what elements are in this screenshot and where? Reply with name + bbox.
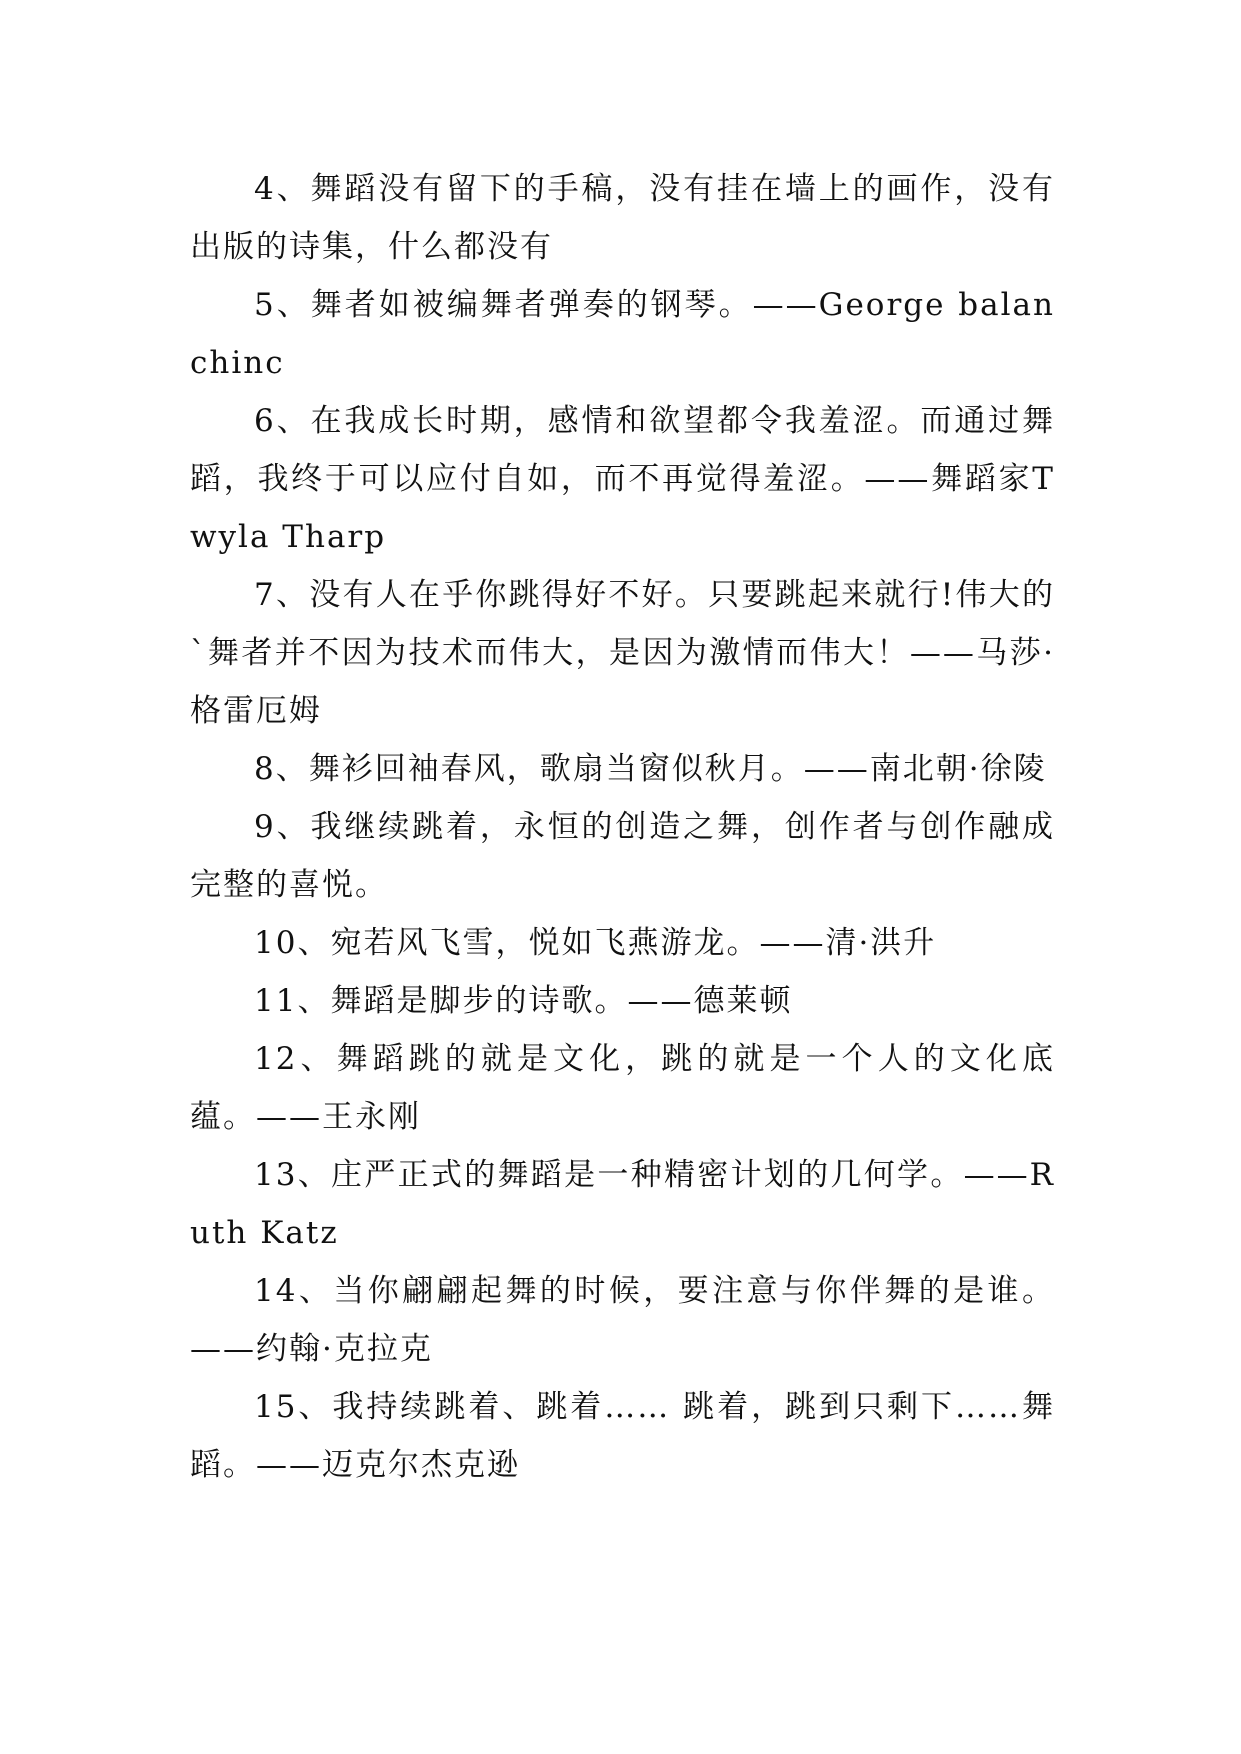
quote-paragraph-4: 4、舞蹈没有留下的手稿，没有挂在墙上的画作，没有出版的诗集，什么都没有 bbox=[190, 171, 1055, 265]
quote-paragraph-14: 14、当你翩翩起舞的时候，要注意与你伴舞的是谁。——约翰·克拉克 bbox=[190, 1273, 1055, 1367]
quote-paragraph-5: 5、舞者如被编舞者弹奏的钢琴。——George balanchinc bbox=[190, 287, 1055, 381]
quote-paragraph-15: 15、我持续跳着、跳着…… 跳着，跳到只剩下……舞蹈。——迈克尔杰克逊 bbox=[190, 1389, 1055, 1483]
document-body bbox=[190, 160, 1055, 1494]
quote-paragraph-11: 11、舞蹈是脚步的诗歌。——德莱顿 bbox=[254, 983, 793, 1019]
quote-paragraph-13: 13、庄严正式的舞蹈是一种精密计划的几何学。——Ruth Katz bbox=[190, 1157, 1055, 1251]
quote-paragraph-10: 10、宛若风飞雪，悦如飞燕游龙。——清·洪升 bbox=[254, 925, 937, 961]
quote-paragraph-9: 9、我继续跳着，永恒的创造之舞，创作者与创作融成完整的喜悦。 bbox=[190, 809, 1055, 903]
quote-paragraph-12: 12、舞蹈跳的就是文化，跳的就是一个人的文化底蕴。——王永刚 bbox=[190, 1041, 1055, 1135]
quote-paragraph-7: 7、没有人在乎你跳得好不好。只要跳起来就行!伟大的`舞者并不因为技术而伟大，是因为激情而伟大！——马莎·格雷厄姆 bbox=[190, 577, 1055, 729]
quote-paragraph-6: 6、在我成长时期，感情和欲望都令我羞涩。而通过舞蹈，我终于可以应付自如，而不再觉得羞涩。——舞蹈家Twyla Tharp bbox=[190, 403, 1055, 555]
quote-paragraph-8: 8、舞衫回袖春风，歌扇当窗似秋月。——南北朝·徐陵 bbox=[254, 751, 1047, 787]
